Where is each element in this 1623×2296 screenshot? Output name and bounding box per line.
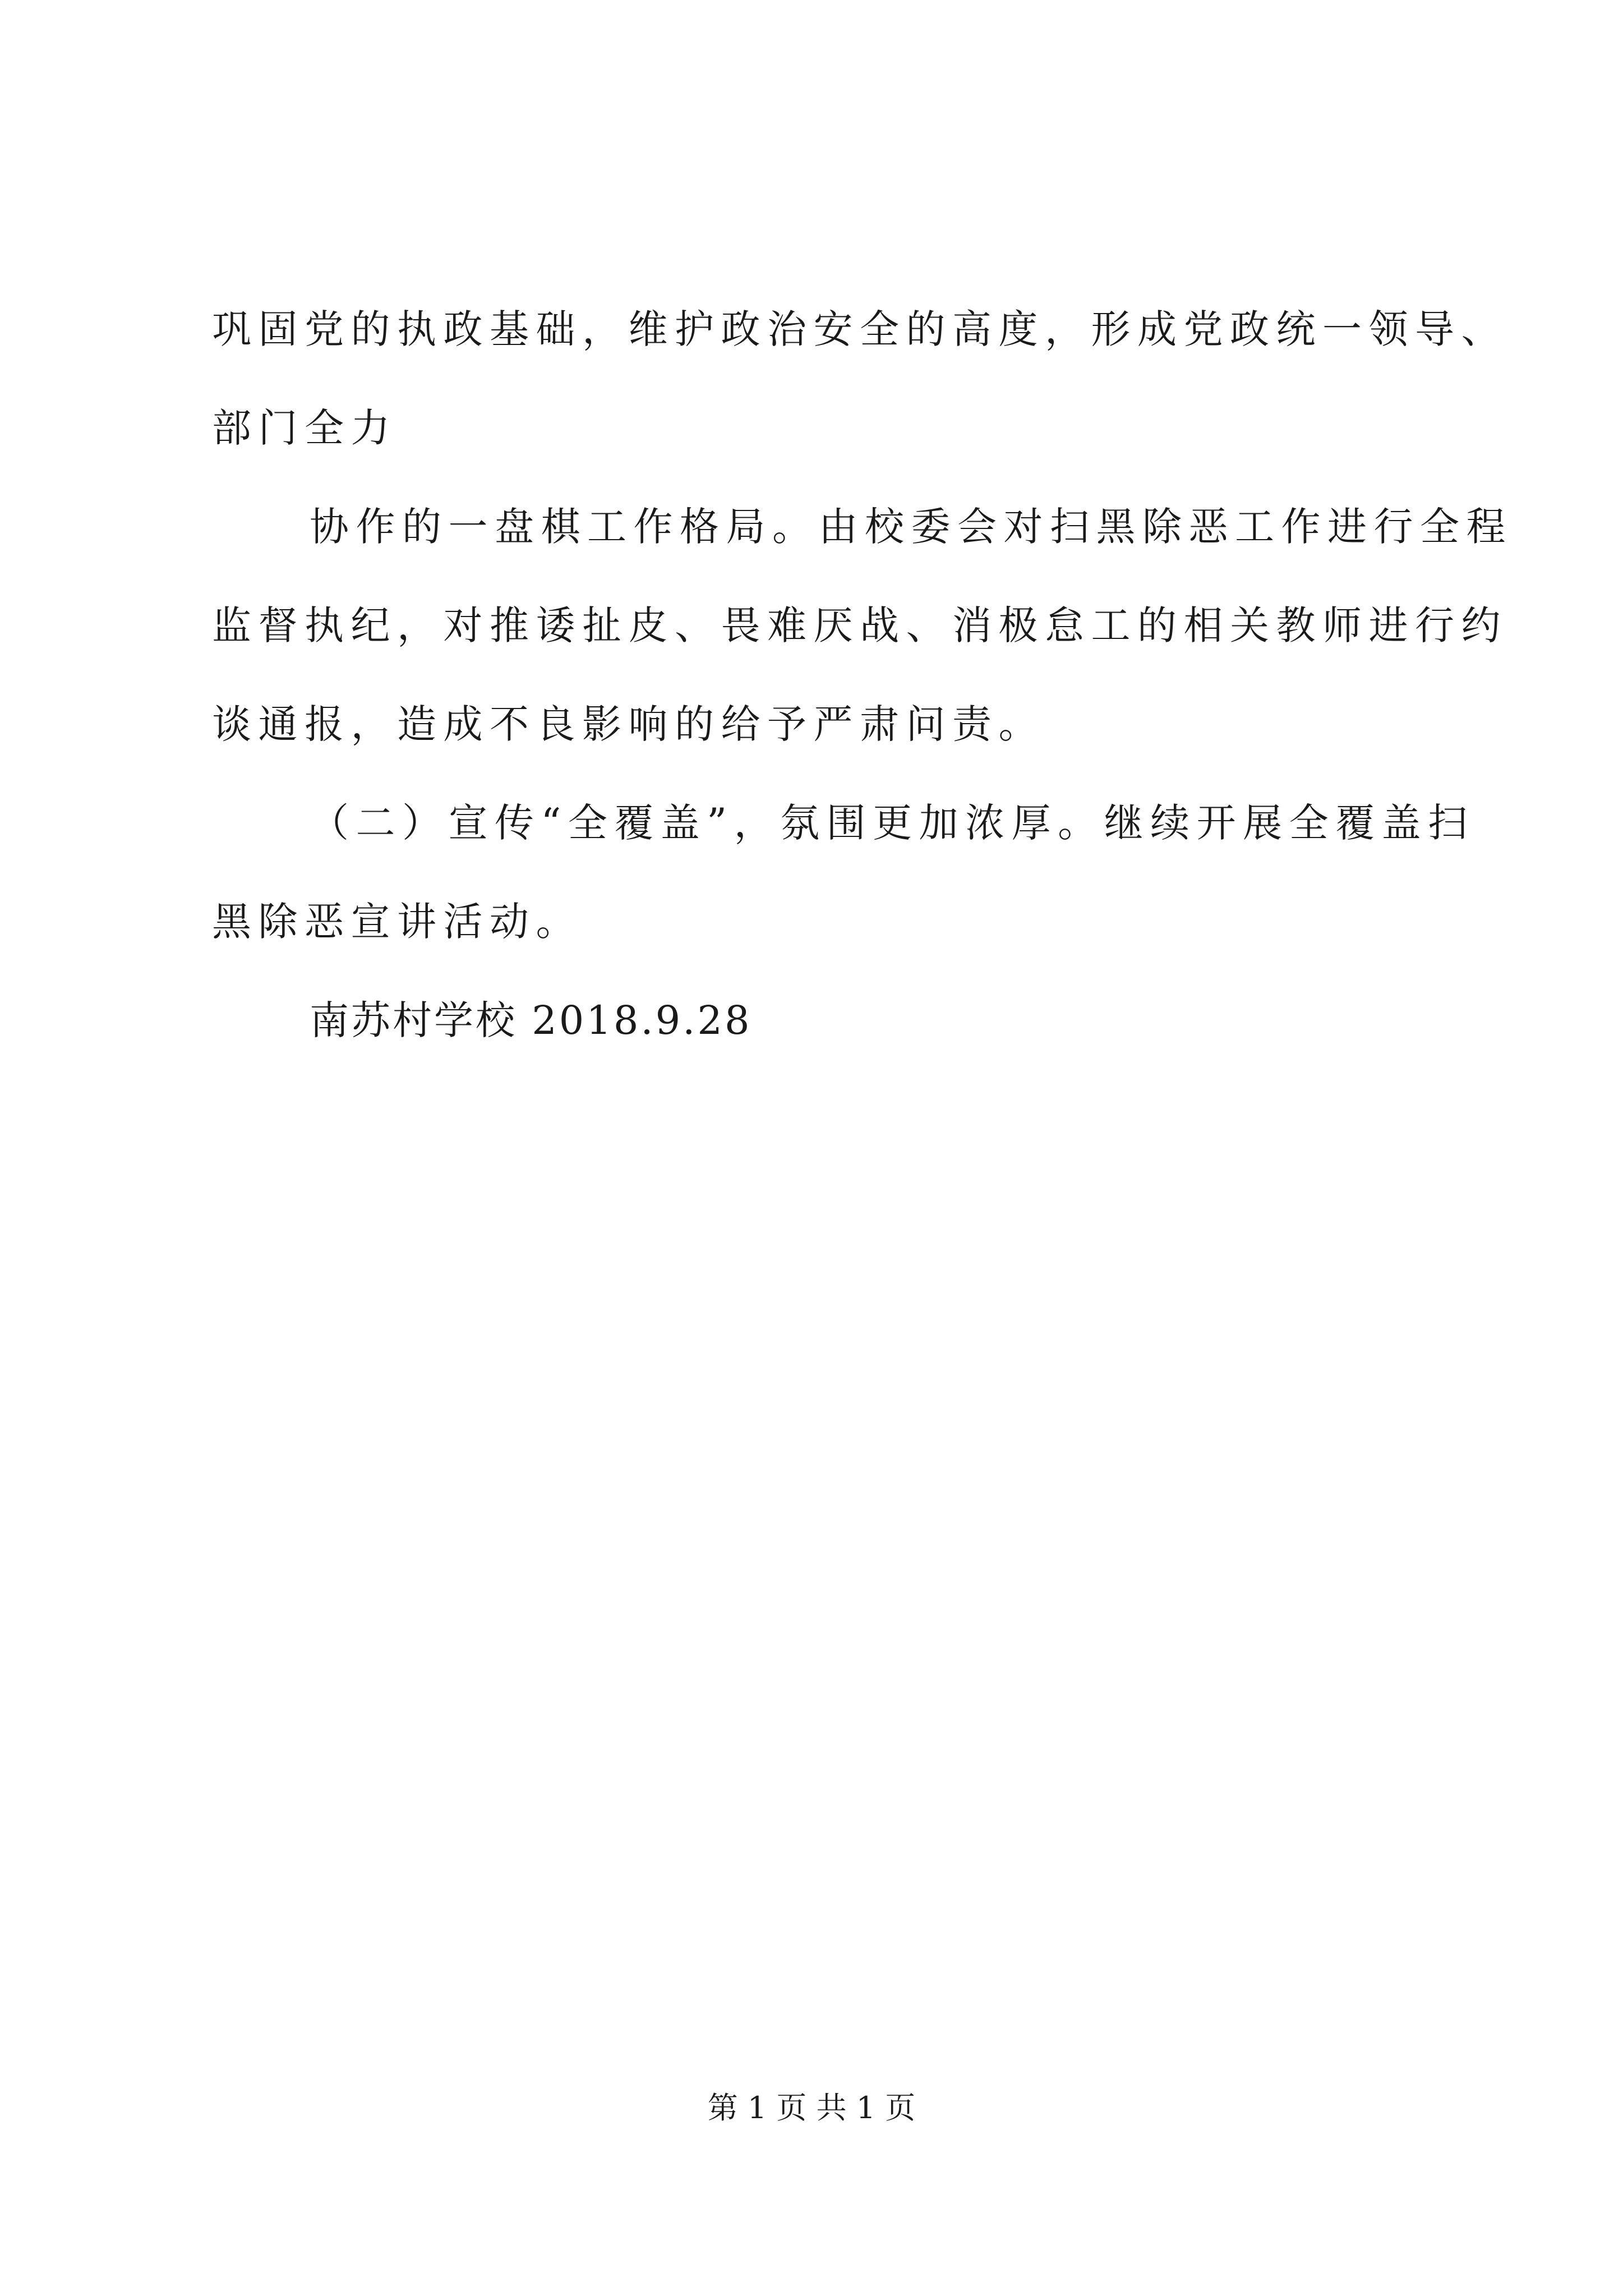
- paragraph-line: 黑除恶宣讲活动。: [212, 899, 582, 945]
- section-heading-line: （二）宣传“全覆盖”，氛围更加浓厚。继续开展全覆盖扫: [310, 800, 1474, 846]
- signature-line: 南苏村学校 2018.9.28: [310, 997, 752, 1043]
- document-body: [212, 303, 1513, 1093]
- paragraph-line: 谈通报，造成不良影响的给予严肃问责。: [212, 701, 1045, 747]
- page-footer: 第 1 页 共 1 页: [707, 2090, 916, 2125]
- paragraph-line: 协作的一盘棋工作格局。由校委会对扫黑除恶工作进行全程: [310, 504, 1513, 550]
- paragraph-line: 监督执纪，对推诿扯皮、畏难厌战、消极怠工的相关教师进行约: [212, 602, 1507, 648]
- paragraph-line: 巩固党的执政基础，维护政治安全的高度，形成党政统一领导、: [212, 306, 1507, 352]
- paragraph-line: 部门全力: [212, 405, 397, 451]
